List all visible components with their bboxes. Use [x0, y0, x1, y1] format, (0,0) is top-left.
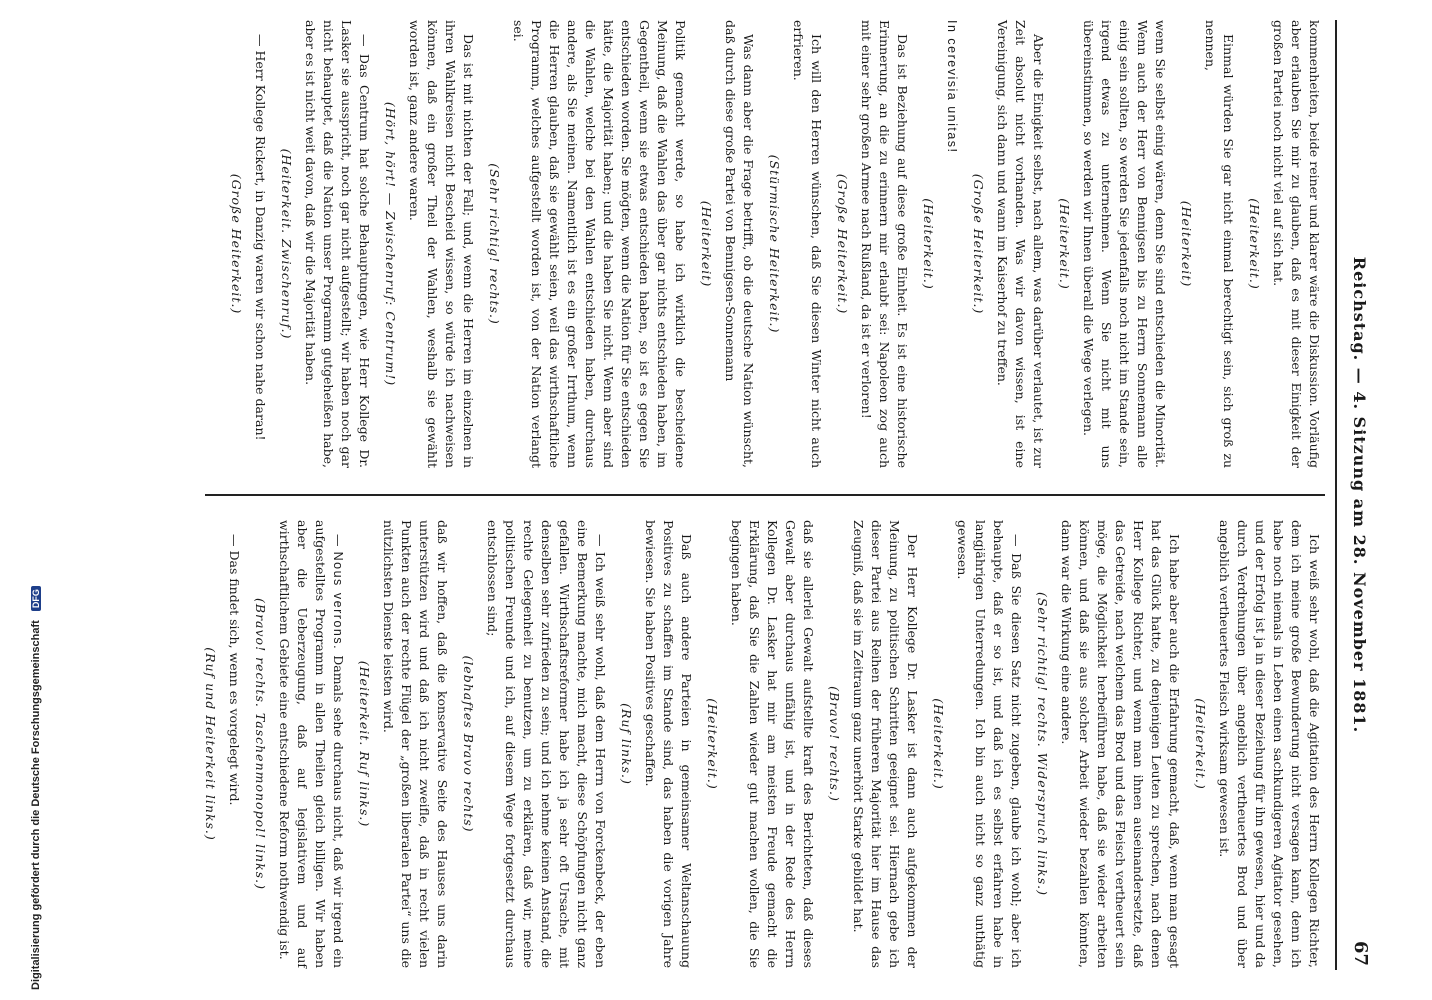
column-divider [205, 494, 1325, 496]
page-number: 67 [1350, 940, 1371, 966]
speech-paragraph: Das ist mit nichten der Fall; und, wenn die Herren im einzelnen in ihren Wahlkreisen nicht Bescheid wissen, so würde ich nachweisen können, daß ein großer Theil der Wahlen, weshalb sie gewählt worden ist, ganz andere waren. [407, 20, 476, 468]
rotated-page [195, 20, 1375, 970]
speech-paragraph: — Daß Sie diesen Satz nicht zugeben, glaube ich wohl; aber ich behaupte, daß er so ist, und daß ich es selbst erfahren habe in langjährigen Unterredungen. Ich bin auch nicht so ganz unthätig gewesen. [955, 520, 1024, 968]
interjection: (Heiterkeit. Ruf links.) [357, 660, 372, 828]
interjection: (Bravo! rechts. Taschenmonopol! links.) [253, 598, 268, 890]
speech-paragraph: — Nous verrons. Damals sehe durchaus nicht, daß wir irgend ein aufgestelltes Programm in allen Theilen gleich billigen. Wir haben aber die Ueberzeugung, daß auf legislativem und auf wirthschaftlichem Gebiete eine entschiedene Reform nothwendig ist. [277, 520, 346, 968]
speech-paragraph: wenn Sie selbst einig wären, denn Sie sind entschieden die Minorität. Wenn auch der Herr von Bennigsen bis zu Herrn Sonnemann alle einig sein sollten, so werden Sie jedenfalls noch nicht im Stande sein, irgend etwas zu unternehmen. Wenn Sie nicht mit uns übereinstimmen, so werden wir Ihnen überall die Wege verlegen. [1081, 20, 1168, 468]
speech-paragraph: Aber die Einigkeit selbst, nach allem, was darüber verlautet, ist zur Zeit absolut nicht vorhanden. Was wir davon wissen, ist eine Vereinigung, sich dann und wann im Kaiserhof zu treffen. [995, 20, 1046, 468]
interjection: (Große Heiterkeit.) [971, 173, 986, 315]
interjection: (Heiterkeit. Zwischenruf.) [279, 148, 294, 340]
speech-paragraph: daß sie allerlei Gewalt aufstellte kraft des Berichteten, daß dieses Gewalt aber durchaus unfähig ist, und in der Rede des Herrn Kollegen Dr. Lasker hat mir am meisten Freude gemacht die Erklärung, daß Sie die Zahlen wieder gut machen wollen, die Sie begingen haben. [729, 520, 816, 968]
interjection: (Ruf links.) [619, 703, 634, 785]
interjection: (Ruf und Heiterkeit links.) [203, 647, 218, 841]
speech-paragraph: Einmal würden Sie gar nicht einmal berechtigt sein, sich groß zu nennen, [1203, 20, 1236, 468]
speech-paragraph: Ich habe aber auch die Erfahrung gemacht, daß, wenn man gesagt hat das Glück hatte, zu denjenigen Leuten zu sprechen, nach denen Herr Kollege Richter, und wenn man ihnen auseinandersetzte, daß das Getreide, nach welchem das Brod und das Fleisch vertheuert sein möge, die Möglichkeit herbeiführen habe, daß sie wieder arbeiten können, und daß sie aus solcher Arbeit wieder bezahlen könnten, dann war die Wirkung eine andere. [1059, 520, 1182, 968]
speech-paragraph: Politik gemacht werde, so habe ich wirklich die bescheidene Meinung, daß die Wahlen das über gar nichts entschieden haben, im Gegentheil, wenn sie etwas entschieden haben, so ist es gegen Sie entschieden worden. Sie mögten, wenn die Nation für Sie entschieden hätte, die Majorität haben; und die haben Sie nicht. Wenn aber sind die Wahlen, welche bei den Wahlen entschieden haben, durchaus andere, als Sie meinen. Namentlich ist es ein großer Irrthum, wenn die Herren glauben, daß sie gewählt seien, weil das wirthschaftliche Programm, welches aufgestellt worden ist, von der Nation verlangt sei. [511, 20, 688, 468]
right-text-column [203, 520, 1323, 968]
speech-paragraph: Ich weiß sehr wohl, daß die Agitation des Herrn Kollegen Richter, dem ich meine große Bewunderung nicht versagen kann, denn ich habe noch niemals in Leben einen sachkundigeren Agitator gesehen, und der Erfolg ist ja in dieser Beziehung für ihn gewesen, hier und da durch Verdrehungen über angeblich vertheuertes Brod und über angeblich vertheuertes Fleisch wirksam gewesen ist. [1217, 520, 1322, 968]
interjection: (Heiterkeit) [1179, 200, 1194, 288]
speech-paragraph: Daß auch andere Parteien in gemeinsamer Weltanschauung Positives zu schaffen im Stande sind, das haben die vorigen Jahre bewiesen. Sie haben Positives geschaffen. [643, 520, 694, 968]
speech-paragraph: daß wir hoffen, daß die konservative Seite des Hauses uns darin unterstützen wird und daß ich nicht zweifle, daß in recht vielen Punkten auch der rechte Flügel der „großen liberalen Partei“ uns die nützlichsten Dienste leisten wird. [381, 520, 450, 968]
funding-notice [30, 586, 42, 990]
interjection: (Heiterkeit.) [705, 698, 720, 790]
interjection: (Heiterkeit.) [931, 698, 946, 790]
interjection: (Heiterkeit) [699, 200, 714, 288]
speech-paragraph: — Ich weiß sehr wohl, daß dem Herrn von Forckenbeck, der eben eine Bemerkung machte, mich macht, diese Schöpfungen nicht ganz gefallen. Wirthschaftsreformer habe ich ja sehr oft Ursache, mit denselben sehr zufrieden zu sein; und ich nehme keinen Anstand, die rechte Gelegenheit zu benutzen, um zu erklären, daß wir, meine politischen Freunde und ich, auf diesem Wege fortgesetzt durchaus entschlossen sind; [485, 520, 608, 968]
interjection: (Hört, hört! — Zwischenruf: Centrum!) [383, 101, 398, 387]
speech-paragraph: Der Herr Kollege Dr. Lasker ist dann auch aufgekommen der Meinung, zu politischen Schritten geeignet sei. Hiernach gebe ich dieser Partei aus Reihen der früheren Majorität hier im Hause das Zeugniß, daß sie im Zeitraum ganz unerhört Starke gebildet hat. [851, 520, 920, 968]
interjection: (Große Heiterkeit.) [835, 173, 850, 315]
page-title: Reichstag. — 4. Sitzung am 28. November 1881. [1350, 256, 1369, 734]
interjection: (Stürmische Heiterkeit.) [767, 154, 782, 334]
left-text-column [213, 20, 1323, 468]
latin-phrase: Nous verrons. [331, 551, 345, 651]
speech-paragraph: Ich will den Herren wünschen, daß Sie diesen Winter nicht auch erfrieren. [791, 20, 824, 468]
interjection: (Sehr richtig! rechts.) [487, 163, 502, 325]
speech-paragraph: Was dann aber die Frage betrifft, ob die deutsche Nation wünscht, daß durch diese große Partei von Bennigsen-Sonnemann [723, 20, 756, 468]
interjection: (Heiterkeit.) [1247, 198, 1262, 290]
interjection: (Sehr richtig! rechts. Widerspruch links.) [1035, 591, 1050, 897]
speech-paragraph: — Das findet sich, wenn es vorgelegt wird. [227, 534, 242, 806]
speech-paragraph: Das ist Beziehung auf diese große Einheit. Es ist eine historische Erinnerung, an die zu erinnern mir erlaubt sei: Napoleon zog auch mit einer sehr großen Armee nach Rußland, da ist er verloren! [859, 20, 910, 468]
speech-paragraph: kommenheiten, beide reiner und klarer wäre die Diskussion. Vorläufig aber erlauben Sie mir zu glauben, daß es mit dieser Einigkeit der großen Partei noch nicht viel auf sich hat. [1271, 20, 1322, 468]
interjection: (Heiterkeit.) [921, 198, 936, 290]
speech-paragraph: — Das Centrum hat solche Behauptungen, wie Herr Kollege Dr. Lasker sie ausspricht, noch gar nicht aufgestellt; wir haben noch gar nicht behauptet, daß die Nation unser Programm gutgeheißen habe, aber es ist nicht weit davon, daß wir die Majorität haben. [303, 20, 372, 468]
funding-notice-text: Digitalisierung gefördert durch die Deutsche Forschungsgemeinschaft [30, 620, 42, 990]
paragraph-text: Damals sehe durchaus nicht, daß wir irgend ein aufgestelltes Programm in allen Theilen gleich billigen. Wir haben aber die Ueberzeugung, daß auf legislativem und auf wirthschaftlichem Gebiete eine entschiedene Reform nothwendig ist. [277, 520, 346, 968]
speech-paragraph: — Herr Kollege Rickert, in Danzig waren wir schon nahe daran! [253, 34, 268, 441]
interjection: (lebhaftes Bravo rechts) [461, 655, 476, 833]
page-header [1335, 20, 1375, 970]
interjection: (Große Heiterkeit.) [229, 173, 244, 315]
interjection: (Heiterkeit.) [1057, 198, 1072, 290]
interjection: (Bravo! rechts.) [827, 686, 842, 802]
speech-paragraph: In cerevisia unitas! [945, 20, 959, 154]
dfg-logo: DFG [31, 586, 41, 611]
interjection: (Heiterkeit.) [1193, 698, 1208, 790]
